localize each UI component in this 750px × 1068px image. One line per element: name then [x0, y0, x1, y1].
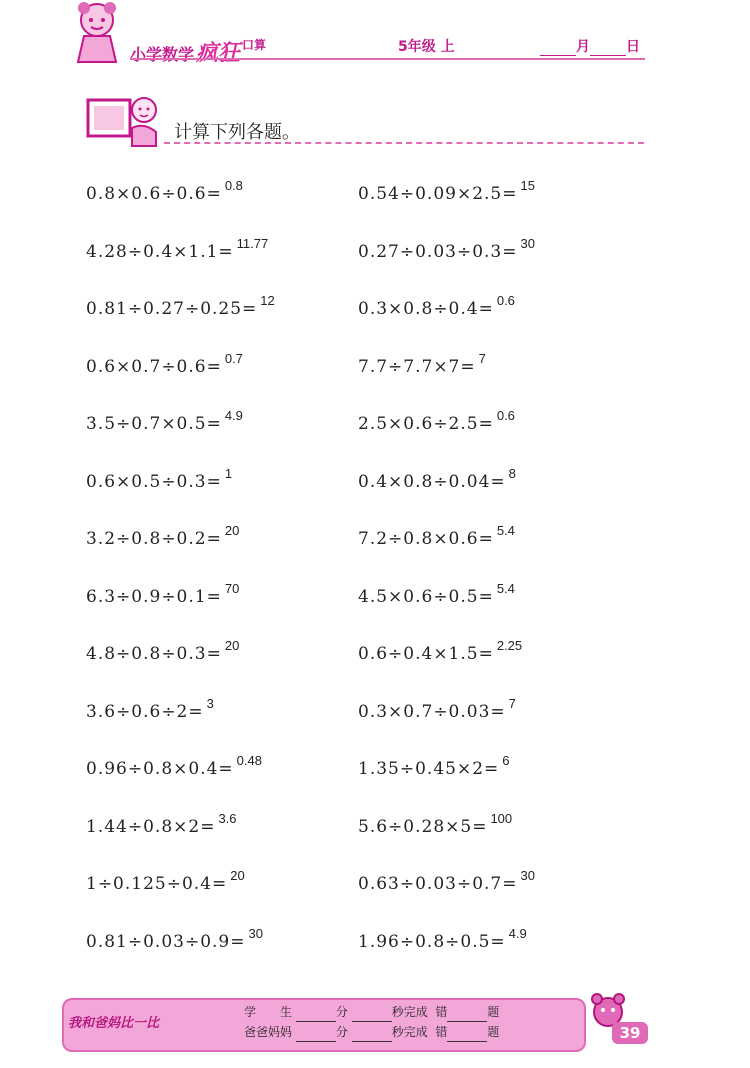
problem-expression: 7.2÷0.8×0.6=: [358, 529, 494, 549]
problem-answer: 5.4: [496, 523, 515, 538]
problem-answer: 0.48: [236, 753, 262, 768]
page-header: [0, 0, 750, 75]
problem-answer: 1: [224, 465, 233, 481]
date-field: [540, 36, 640, 56]
problem-answer: 20: [230, 868, 245, 883]
chalkboard-girl-icon: [84, 92, 164, 147]
brand-suffix: 口算: [242, 38, 267, 52]
problem-answer: 0.6: [496, 293, 515, 308]
q-label: 题: [487, 1025, 500, 1039]
problem-row: [86, 811, 646, 869]
problem-answer: 20: [224, 638, 240, 653]
instruction-section: [84, 92, 644, 152]
parent-row: [244, 1022, 499, 1042]
problem-expression: 0.8×0.6÷0.6=: [86, 184, 222, 204]
problem-right: [358, 868, 535, 894]
student-row: [244, 1002, 499, 1022]
problem-expression: 2.5×0.6÷2.5=: [358, 414, 494, 434]
problem-answer: 11.77: [236, 235, 269, 251]
problem-row: [86, 581, 646, 639]
girl-mascot-icon: [62, 0, 132, 70]
parent-sec-blank[interactable]: [352, 1029, 392, 1042]
sec-label: 秒完成: [391, 1025, 428, 1039]
problem-answer: 0.6: [496, 408, 515, 423]
parent-err-blank[interactable]: [447, 1029, 487, 1042]
problem-right: [358, 581, 515, 607]
problem-left: [86, 351, 243, 377]
problem-list: [86, 178, 646, 983]
parent-label: 爸爸妈妈: [244, 1025, 293, 1039]
student-err-blank[interactable]: [447, 1009, 487, 1022]
problem-left: [86, 753, 262, 779]
problem-left: [86, 811, 237, 837]
problem-answer: 20: [224, 523, 240, 538]
problem-answer: 100: [490, 810, 513, 826]
problem-expression: 7.7÷7.7×7=: [358, 356, 476, 377]
problem-row: [86, 638, 646, 696]
problem-answer: 5.4: [496, 580, 515, 596]
parent-compare-bar: [62, 998, 586, 1052]
problem-right: [358, 351, 486, 377]
brand-crazy: 疯狂: [196, 41, 241, 66]
problem-right: [358, 408, 515, 434]
problem-answer: 3: [206, 695, 214, 711]
problem-right: [358, 811, 512, 837]
compare-lines: [244, 1002, 499, 1042]
page-number: 39: [612, 1022, 648, 1044]
problem-right: [358, 523, 515, 549]
problem-expression: 3.2÷0.8÷0.2=: [86, 529, 222, 549]
problem-row: [86, 868, 646, 926]
problem-answer: 15: [520, 178, 535, 193]
problem-answer: 8: [508, 465, 516, 481]
problem-right: [358, 293, 515, 319]
problem-row: [86, 293, 646, 351]
problem-answer: 7: [508, 695, 516, 711]
problem-left: [86, 178, 243, 204]
instruction-text: 计算下列各题。: [174, 122, 300, 143]
problem-left: [86, 581, 239, 607]
problem-row: [86, 753, 646, 811]
problem-row: [86, 178, 646, 236]
header-divider: [130, 58, 645, 60]
problem-left: [86, 523, 239, 549]
problem-left: [86, 408, 243, 434]
problem-answer: 2.25: [496, 638, 523, 653]
problem-answer: 30: [520, 235, 535, 251]
instruction-divider: [164, 142, 644, 144]
brand-title: [130, 36, 266, 67]
problem-left: [86, 236, 268, 262]
problem-right: [358, 178, 535, 204]
problem-left: [86, 466, 232, 492]
problem-expression: 0.27÷0.03÷0.3=: [358, 241, 518, 262]
problem-expression: 0.96÷0.8×0.4=: [86, 759, 234, 779]
student-min-blank[interactable]: [296, 1009, 336, 1022]
day-blank[interactable]: [590, 41, 626, 56]
problem-answer: 30: [520, 868, 535, 883]
problem-expression: 0.54÷0.09×2.5=: [358, 184, 518, 204]
err-label: 错: [435, 1005, 448, 1019]
problem-expression: 4.8÷0.8÷0.3=: [86, 644, 222, 664]
problem-expression: 1÷0.125÷0.4=: [86, 874, 228, 894]
problem-answer: 6: [502, 753, 510, 768]
month-label: 月: [576, 39, 590, 55]
problem-right: [358, 466, 516, 492]
min-label: 分: [335, 1005, 348, 1019]
student-sec-blank[interactable]: [352, 1009, 392, 1022]
min-label: 分: [335, 1025, 348, 1039]
problem-answer: 0.8: [224, 178, 243, 193]
problem-expression: 1.35÷0.45×2=: [358, 759, 500, 779]
problem-expression: 0.4×0.8÷0.04=: [358, 471, 506, 492]
compare-label: 我和爸妈比一比: [68, 1016, 160, 1031]
problem-right: [358, 926, 527, 952]
problem-row: [86, 466, 646, 524]
problem-row: [86, 523, 646, 581]
problem-left: [86, 293, 275, 319]
problem-right: [358, 236, 535, 262]
problem-expression: 5.6÷0.28×5=: [358, 816, 488, 837]
problem-row: [86, 236, 646, 294]
problem-right: [358, 638, 522, 664]
problem-expression: 0.6÷0.4×1.5=: [358, 644, 494, 664]
problem-expression: 0.3×0.8÷0.4=: [358, 299, 494, 319]
problem-expression: 0.81÷0.27÷0.25=: [86, 299, 258, 319]
problem-expression: 0.81÷0.03÷0.9=: [86, 931, 246, 952]
problem-expression: 3.6÷0.6÷2=: [86, 701, 204, 722]
problem-row: [86, 926, 646, 984]
problem-expression: 0.6×0.7÷0.6=: [86, 356, 222, 377]
parent-min-blank[interactable]: [296, 1029, 336, 1042]
problem-answer: 3.6: [218, 810, 237, 826]
problem-left: [86, 868, 245, 894]
problem-expression: 1.96÷0.8÷0.5=: [358, 931, 506, 952]
problem-row: [86, 351, 646, 409]
brand-prefix: 小学数学: [130, 45, 195, 64]
month-blank[interactable]: [540, 41, 576, 56]
problem-expression: 0.3×0.7÷0.03=: [358, 701, 506, 722]
problem-left: [86, 696, 214, 722]
grade-label: 5年级 上: [398, 39, 455, 55]
day-label: 日: [626, 39, 640, 55]
q-label: 题: [487, 1005, 500, 1019]
problem-answer: 4.9: [224, 408, 243, 423]
problem-answer: 7: [478, 350, 486, 366]
problem-answer: 30: [248, 925, 263, 941]
problem-right: [358, 696, 516, 722]
problem-expression: 1.44÷0.8×2=: [86, 816, 216, 837]
problem-expression: 3.5÷0.7×0.5=: [86, 414, 222, 434]
problem-right: [358, 753, 510, 779]
problem-answer: 70: [224, 580, 240, 596]
problem-expression: 0.63÷0.03÷0.7=: [358, 874, 518, 894]
problem-left: [86, 926, 263, 952]
sec-label: 秒完成: [391, 1005, 428, 1019]
problem-expression: 0.6×0.5÷0.3=: [86, 471, 222, 492]
problem-answer: 0.7: [224, 350, 243, 366]
problem-row: [86, 696, 646, 754]
problem-answer: 12: [260, 293, 275, 308]
problem-expression: 6.3÷0.9÷0.1=: [86, 586, 222, 607]
problem-answer: 4.9: [508, 925, 527, 941]
problem-row: [86, 408, 646, 466]
problem-expression: 4.28÷0.4×1.1=: [86, 241, 234, 262]
err-label: 错: [435, 1025, 448, 1039]
student-label: 学 生: [244, 1005, 293, 1019]
problem-expression: 4.5×0.6÷0.5=: [358, 586, 494, 607]
problem-left: [86, 638, 239, 664]
